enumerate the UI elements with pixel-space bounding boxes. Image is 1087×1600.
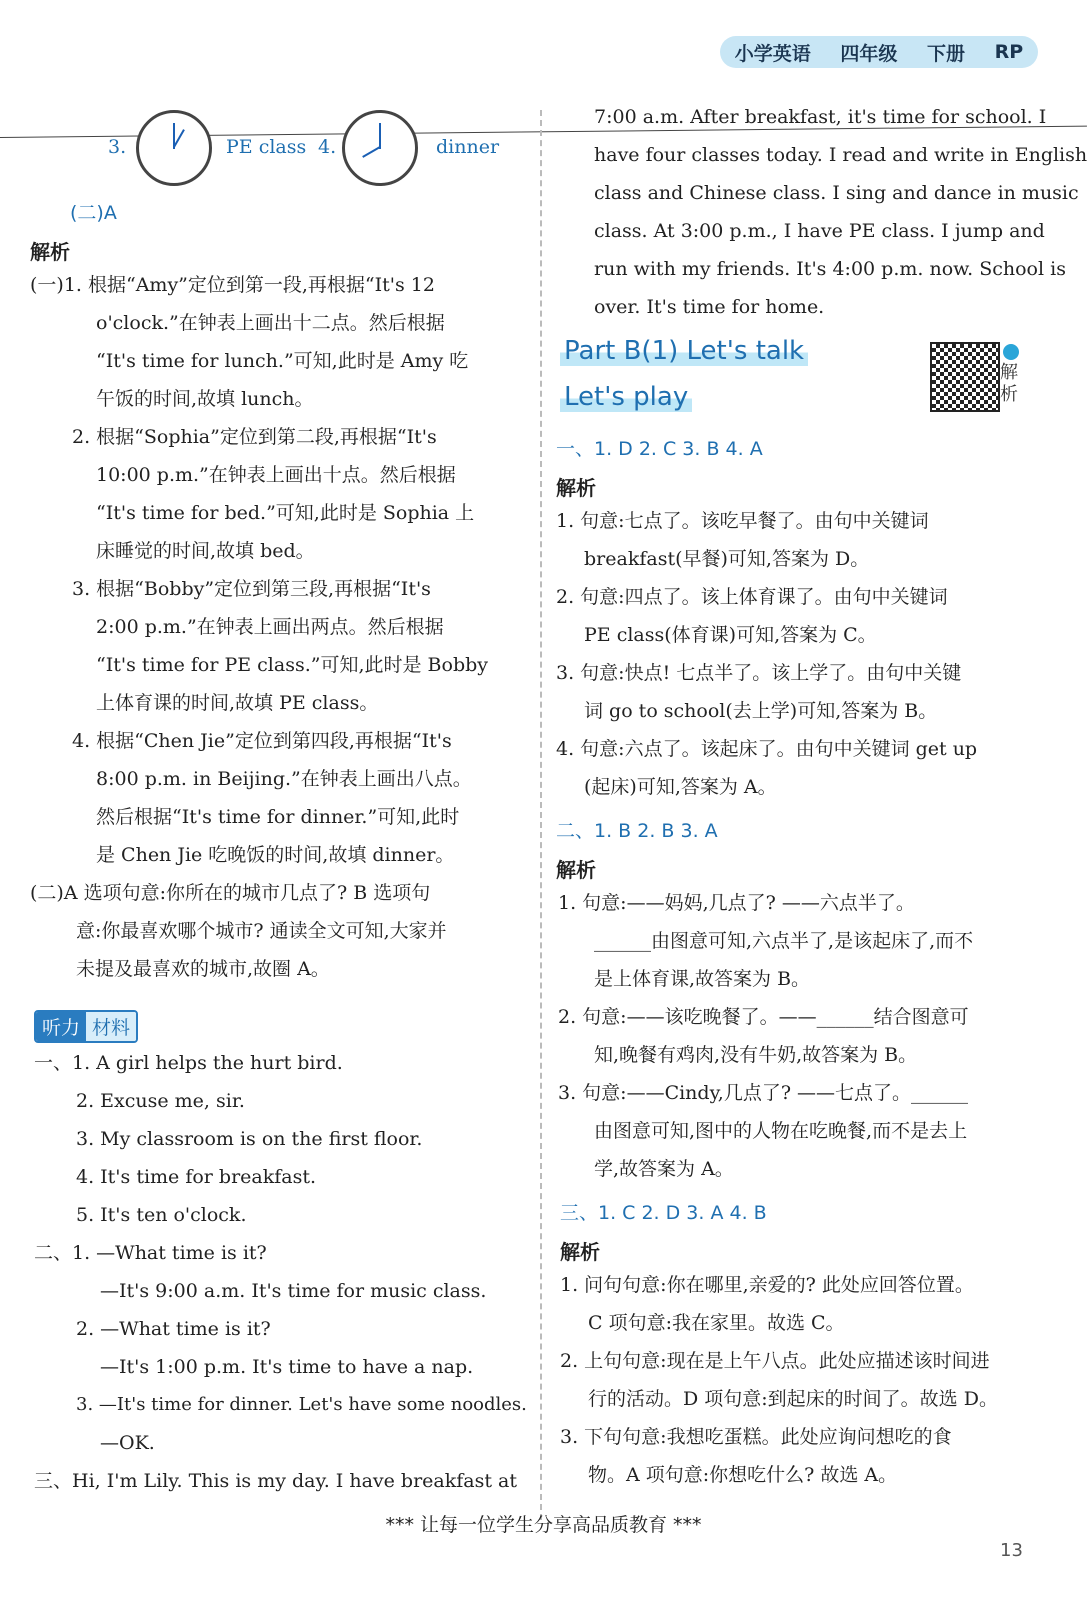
script-line: 3. —It's time for dinner. Let's have some noodles. — [76, 1394, 527, 1415]
script-line: 2. Excuse me, sir. — [76, 1090, 245, 1112]
text-line: 上体育课的时间,故填 PE class。 — [96, 692, 379, 714]
text-line: 4. 根据“Chen Jie”定位到第四段,再根据“It's — [72, 730, 452, 752]
item3-answer: PE class — [226, 136, 307, 158]
text-line: 8:00 p.m. in Beijing.”在钟表上画出八点。 — [96, 768, 472, 790]
text-line: 1. 问句句意:你在哪里,亲爱的? 此处应回答位置。 — [560, 1274, 974, 1296]
text-line: (二)A 选项句意:你所在的城市几点了? B 选项句 — [30, 882, 431, 904]
text-line: 3. 句意:快点! 七点半了。该上学了。由句中关键 — [556, 662, 962, 684]
script-line: class and Chinese class. I sing and dance in music — [594, 182, 1079, 204]
tag-listen: 听力 — [36, 1012, 86, 1041]
text-line: 床睡觉的时间,故填 bed。 — [96, 540, 315, 562]
text-line: 2. 上句句意:现在是上午八点。此处应描述该时间进 — [560, 1350, 990, 1372]
script-line: 2. —What time is it? — [76, 1318, 271, 1340]
sec2-answer: (二)A — [70, 202, 117, 224]
text-line: 2. 句意:四点了。该上体育课了。由句中关键词 — [556, 586, 948, 608]
text-line: 3. 句意:——Cindy,几点了? ——七点了。______ — [558, 1082, 969, 1104]
clock-icon — [342, 110, 418, 186]
clock-icon — [136, 110, 212, 186]
script-line: 5. It's ten o'clock. — [76, 1204, 247, 1226]
text-line: 3. 根据“Bobby”定位到第三段,再根据“It's — [72, 578, 431, 600]
script-line: —OK. — [100, 1432, 155, 1454]
text-line: PE class(体育课)可知,答案为 C。 — [584, 624, 877, 646]
volume-label: 下册 — [927, 42, 966, 65]
text-line: C 项句意:我在家里。故选 C。 — [588, 1312, 845, 1334]
item4-answer: dinner — [436, 136, 500, 158]
text-line: 是 Chen Jie 吃晚饭的时间,故填 dinner。 — [96, 844, 455, 866]
analysis-heading: 解析 — [560, 1240, 600, 1264]
tag-material: 材料 — [86, 1012, 136, 1041]
text-line: 10:00 p.m.”在钟表上画出十点。然后根据 — [96, 464, 456, 486]
column-divider — [540, 110, 542, 1520]
text-line: 由图意可知,图中的人物在吃晚餐,而不是去上 — [594, 1120, 968, 1142]
text-line: “It's time for PE class.”可知,此时是 Bobby — [96, 654, 489, 676]
listening-material-tag — [34, 1010, 138, 1043]
analysis-heading: 解析 — [556, 476, 596, 500]
answers-1: 一、1. D 2. C 3. B 4. A — [556, 438, 763, 460]
text-line: 4. 句意:六点了。该起床了。由句中关键词 get up — [556, 738, 978, 760]
answers-3: 三、1. C 2. D 3. A 4. B — [560, 1202, 767, 1224]
script-line: 3. My classroom is on the first floor. — [76, 1128, 423, 1150]
script-line: 7:00 a.m. After breakfast, it's time for school. I — [594, 106, 1047, 128]
text-line: “It's time for lunch.”可知,此时是 Amy 吃 — [96, 350, 469, 372]
text-line: 2. 句意:——该吃晚餐了。——______结合图意可 — [558, 1006, 969, 1028]
text-line: 3. 下句句意:我想吃蛋糕。此处应询问想吃的食 — [560, 1426, 952, 1448]
script-line: have four classes today. I read and write in English — [594, 144, 1087, 166]
script-line: 三、Hi, I'm Lily. This is my day. I have breakfast at — [34, 1470, 517, 1492]
script-line: —It's 9:00 a.m. It's time for music class. — [100, 1280, 487, 1302]
qr-label: 解析 — [1000, 362, 1018, 405]
script-line: over. It's time for home. — [594, 296, 825, 318]
subject-label: 小学英语 — [734, 42, 811, 65]
qr-code-icon[interactable] — [930, 342, 1000, 412]
text-line: 行的活动。D 项句意:到起床的时间了。故选 D。 — [588, 1388, 998, 1410]
answers-2: 二、1. B 2. B 3. A — [556, 820, 718, 842]
text-line: 是上体育课,故答案为 B。 — [594, 968, 811, 990]
analysis-heading: 解析 — [30, 240, 70, 264]
text-line: ______由图意可知,六点半了,是该起床了,而不 — [594, 930, 974, 952]
text-line: 1. 句意:——妈妈,几点了? ——六点半了。 — [558, 892, 915, 914]
text-line: 物。A 项句意:你想吃什么? 故选 A。 — [588, 1464, 898, 1486]
page-number: 13 — [1000, 1540, 1023, 1561]
text-line: 然后根据“It's time for dinner.”可知,此时 — [96, 806, 460, 828]
text-line: 2:00 p.m.”在钟表上画出两点。然后根据 — [96, 616, 444, 638]
text-line: 意:你最喜欢哪个城市? 通读全文可知,大家并 — [76, 920, 447, 942]
item4-number: 4. — [318, 136, 337, 158]
text-line: 学,故答案为 A。 — [594, 1158, 734, 1180]
part-title: Part B(1) Let's talk — [560, 336, 808, 366]
script-line: 4. It's time for breakfast. — [76, 1166, 317, 1188]
grade-label: 四年级 — [840, 42, 898, 65]
text-line: (起床)可知,答案为 A。 — [584, 776, 777, 798]
script-line: 二、1. —What time is it? — [34, 1242, 267, 1264]
edition-label: RP — [994, 41, 1024, 63]
text-line: 词 go to school(去上学)可知,答案为 B。 — [584, 700, 938, 722]
text-line: 知,晚餐有鸡肉,没有牛奶,故答案为 B。 — [594, 1044, 918, 1066]
play-icon[interactable] — [1003, 344, 1019, 360]
text-line: 午饭的时间,故填 lunch。 — [96, 388, 314, 410]
text-line: o'clock.”在钟表上画出十二点。然后根据 — [96, 312, 445, 334]
script-line: run with my friends. It's 4:00 p.m. now. School is — [594, 258, 1066, 280]
text-line: 1. 句意:七点了。该吃早餐了。由句中关键词 — [556, 510, 929, 532]
script-line: 一、1. A girl helps the hurt bird. — [34, 1052, 343, 1074]
part-subtitle: Let's play — [560, 382, 692, 412]
text-line: “It's time for bed.”可知,此时是 Sophia 上 — [96, 502, 475, 524]
script-line: —It's 1:00 p.m. It's time to have a nap. — [100, 1356, 474, 1378]
text-line: 未提及最喜欢的城市,故圈 A。 — [76, 958, 330, 980]
text-line: breakfast(早餐)可知,答案为 D。 — [584, 548, 870, 570]
script-line: class. At 3:00 p.m., I have PE class. I jump and — [594, 220, 1045, 242]
header-badge — [720, 36, 1038, 68]
text-line: (一)1. 根据“Amy”定位到第一段,再根据“It's 12 — [30, 274, 435, 296]
item3-number: 3. — [108, 136, 127, 158]
footer-slogan: *** 让每一位学生分享高品质教育 *** — [385, 1514, 702, 1536]
text-line: 2. 根据“Sophia”定位到第二段,再根据“It's — [72, 426, 437, 448]
analysis-heading: 解析 — [556, 858, 596, 882]
